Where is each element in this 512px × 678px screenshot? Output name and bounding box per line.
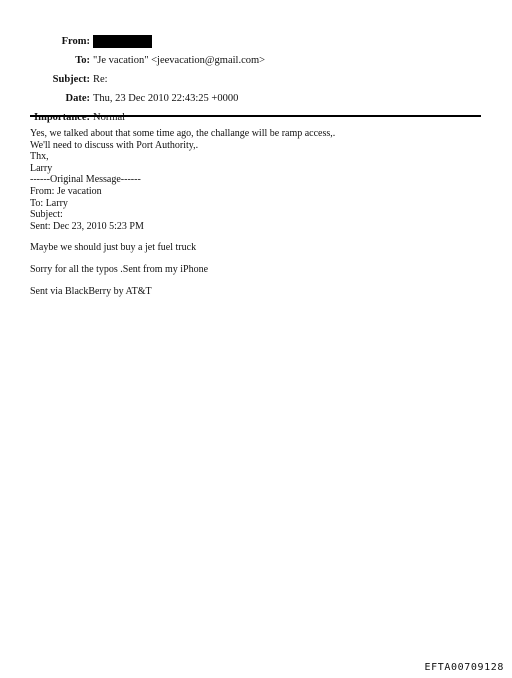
header-divider [30, 115, 481, 117]
body-line: Yes, we talked about that some time ago, the challange will be ramp access,. [30, 128, 336, 139]
body-line: Thx, [30, 151, 49, 163]
body-line: Sent: Dec 23, 2010 5:23 PM [30, 220, 144, 232]
subject-label: Subject: [52, 74, 90, 85]
email-header [0, 32, 512, 127]
date-value: Thu, 23 Dec 2010 22:43:25 +0000 [93, 93, 239, 104]
to-label: To: [75, 55, 90, 66]
body-line: To: Larry [30, 197, 68, 209]
importance-label: Importance: [34, 112, 90, 123]
email-body [30, 128, 480, 297]
paragraph-gap [30, 254, 480, 264]
from-row [0, 32, 512, 51]
paragraph-gap [30, 232, 480, 242]
body-line: ------Original Message------ [30, 174, 141, 186]
importance-row [0, 108, 512, 127]
document-id: EFTA00709128 [424, 662, 504, 673]
subject-value: Re: [93, 74, 108, 85]
body-line: We'll need to discuss with Port Authority,. [30, 139, 199, 151]
redaction-box [93, 35, 152, 48]
body-line: Larry [30, 162, 53, 174]
importance-value: Normal [93, 112, 126, 123]
body-paragraph: Sent via BlackBerry by AT&T [30, 285, 152, 297]
body-paragraph: Maybe we should just buy a jet fuel truck [30, 242, 197, 254]
paragraph-gap [30, 276, 480, 286]
to-value: "Je vacation" <jeevacation@gmail.com> [93, 55, 266, 66]
subject-row [0, 70, 512, 89]
body-paragraph: Sorry for all the typos .Sent from my iPhone [30, 263, 209, 275]
body-line: From: Je vacation [30, 185, 102, 197]
date-label: Date: [65, 93, 90, 104]
from-label: From: [61, 36, 90, 47]
body-line: Subject: [30, 209, 63, 221]
date-row [0, 89, 512, 108]
to-row [0, 51, 512, 70]
